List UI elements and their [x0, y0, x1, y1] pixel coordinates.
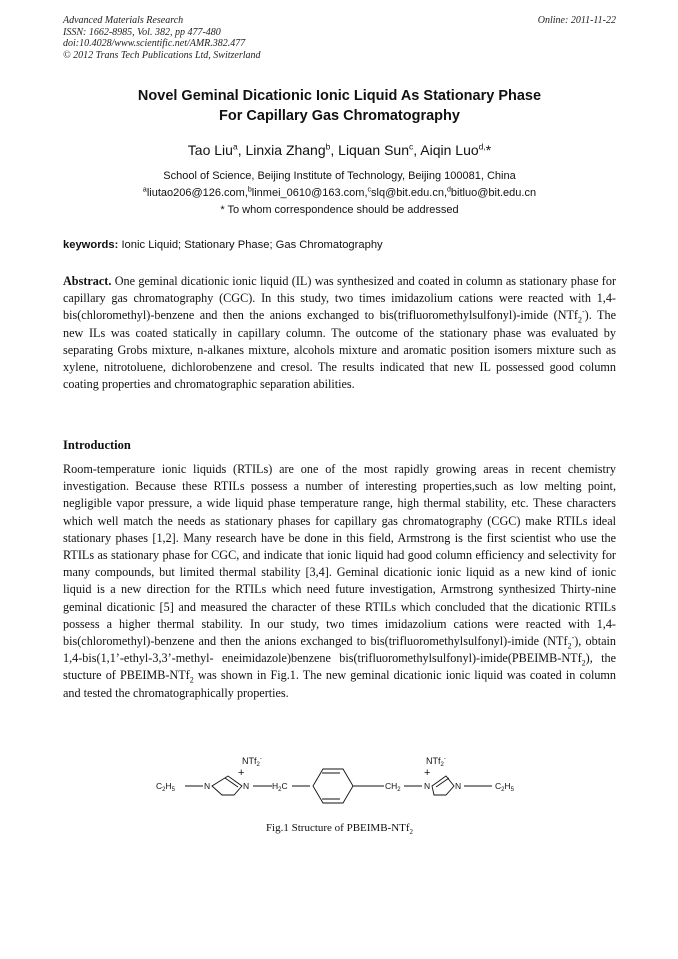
affiliation-school: School of Science, Beijing Institute of Technology, Beijing 100081, China — [163, 170, 516, 182]
keywords-label: keywords: — [63, 239, 119, 251]
running-header — [63, 15, 616, 61]
online-date: Online: 2011-11-22 — [537, 15, 616, 26]
author-mark: a — [232, 141, 238, 152]
intro-sub: 2 — [581, 658, 586, 668]
figure-caption — [63, 822, 616, 837]
author-sep: * — [485, 142, 492, 158]
issn-line: ISSN: 1662-8985, Vol. 382, pp 477-480 — [63, 26, 221, 38]
keywords-text: Ionic Liquid; Stationary Phase; Gas Chromatography — [121, 239, 383, 251]
abstract-text: One geminal dicationic ionic liquid (IL) was synthesized and coated in column as stationary phase for capillary gas chromatography (CGC). In this study, two times imidazolium cations were reacted with 1,4-bis(chloromethyl)-benzene and then the anions exchanged to bis(trifluoromethylsulfonyl)-imide (NTf — [63, 274, 617, 323]
email-mark: c — [367, 186, 372, 194]
structure-diagram — [150, 756, 530, 818]
author-mark: c — [409, 141, 414, 152]
abstract-text: ). The new ILs was coated statically in capillary column. The outcome of the stationary phase was evaluated by separating Grobs mixture, n-alkanes mixture, alcohols mixture and aromatic position isomers mixture such as xylene, nitrotoluene, dichlorobenzene and cresol. The results indicated that new IL possessed good column coating properties and chromatographic separation abilities. — [63, 308, 616, 392]
email-mark: a — [142, 186, 147, 194]
author-sep: , — [413, 142, 421, 158]
author-mark: b — [325, 141, 331, 152]
ethyl-left: $C_2H_5$ — [156, 781, 175, 793]
paper-title — [63, 86, 616, 126]
email-address: liutao206@126.com, — [146, 187, 248, 199]
copyright-line: © 2012 Trans Tech Publications Ltd, Switzerland — [63, 49, 261, 61]
author-name: Aiqin Luo — [420, 142, 479, 158]
imidazolium-ring-right — [432, 776, 454, 795]
caption-sub: 2 — [409, 828, 414, 837]
bond — [225, 778, 238, 787]
ntf2-left: NTf$_2$- — [242, 756, 262, 768]
affiliation-block — [63, 168, 616, 219]
email-address: bitluo@bit.edu.cn — [450, 187, 537, 199]
abstract-sub: 2 — [578, 315, 582, 325]
email-mark: d — [447, 186, 451, 194]
correspondence-note: * To whom correspondence should be addressed — [220, 204, 459, 216]
keywords-line — [63, 239, 616, 251]
caption-text: Fig.1 Structure of PBEIMB-NTf — [265, 822, 410, 834]
methylene-right: $CH_2$ — [385, 781, 401, 793]
intro-text: ), the stucture of PBEIMB-NTf — [63, 651, 616, 683]
intro-text: ), obtain 1,4-bis(1,1’-ethyl-3,3’-methyl- eneimidazole)benzene bis(trifluoromethylsulfonyl)-imide(PBEIMB-NTf — [63, 634, 617, 666]
affiliation-emails — [63, 185, 616, 202]
author-sep: , — [330, 142, 339, 158]
abstract-sup: - — [582, 307, 585, 317]
abstract-paragraph — [63, 273, 616, 393]
title-line-2: For Capillary Gas Chromatography — [219, 108, 460, 124]
author-sep: , — [237, 142, 246, 158]
email-address: slq@bit.edu.cn, — [371, 187, 448, 199]
ethyl-right: $C_2H_5$ — [495, 781, 514, 793]
intro-text: Room-temperature ionic liquids (RTILs) are one of the most rapidly growing areas in recent chemistry investigation. Because these RTILs possess a number of interesting properties,such as low melting point, negligible vapor pressure, a wide liquid phase temperature range, high thermal stability, etc. These characters which well match the needs as stationary phases for capillary gas chromatography (CGC) make RTILs ideal stationary phases [1,2]. Many research have be done in this field, Armstrong is the first scientist who use the RTILs as stationary phase for CGC, and indicate that ionic liquid had good column efficiency and selectivity for many compounds, but limited thermal stability [3,4]. Geminal dicationic ionic liquid as a new kind of ionic liquid is a new direction for the RTILs which need future investigation, Armstrong synthesized Thirty-nine geminal dicationic [5] and measured the character of these RTILs which concluded that the dicationic RTILs possess a higher thermal stability. In our study, two times imidazolium cations were reacted with 1,4-bis(chloromethyl)-benzene and then the anions exchanged to bis(trifluoromethylsulfonyl)-imide (NTf — [63, 462, 616, 649]
n-atom: N — [204, 781, 211, 791]
introduction-paragraph — [63, 461, 616, 702]
bond — [436, 778, 449, 787]
intro-sup: - — [571, 632, 575, 642]
doi-line: doi:10.4028/www.scientific.net/AMR.382.477 — [63, 38, 246, 49]
author-mark: d, — [478, 141, 486, 152]
author-list — [63, 142, 616, 158]
email-address: linmei_0610@163.com, — [251, 187, 368, 199]
methylene-left: $H_2C$ — [272, 781, 288, 793]
plus-right: + — [424, 767, 431, 779]
title-line-1: Novel Geminal Dicationic Ionic Liquid As Stationary Phase — [137, 88, 542, 104]
author-name: Tao Liu — [187, 142, 233, 158]
intro-sub: 2 — [567, 641, 572, 651]
author-name: Liquan Sun — [338, 142, 409, 158]
intro-text: was shown in Fig.1. The new geminal dicationic ionic liquid was coated in column and tested the chromatographically properties. — [63, 668, 616, 700]
plus-left: + — [238, 767, 245, 779]
ntf2-right: NTf$_2$- — [426, 756, 446, 768]
author-name: Linxia Zhang — [245, 142, 326, 158]
email-mark: b — [247, 186, 252, 194]
n-atom: N — [455, 781, 462, 791]
benzene-ring — [313, 769, 353, 803]
abstract-label: Abstract. — [63, 274, 112, 288]
n-atom: N — [243, 781, 250, 791]
introduction-heading: Introduction — [63, 438, 131, 452]
n-atom: N — [424, 781, 431, 791]
journal-name: Advanced Materials Research — [63, 15, 184, 26]
intro-sub: 2 — [189, 675, 194, 685]
